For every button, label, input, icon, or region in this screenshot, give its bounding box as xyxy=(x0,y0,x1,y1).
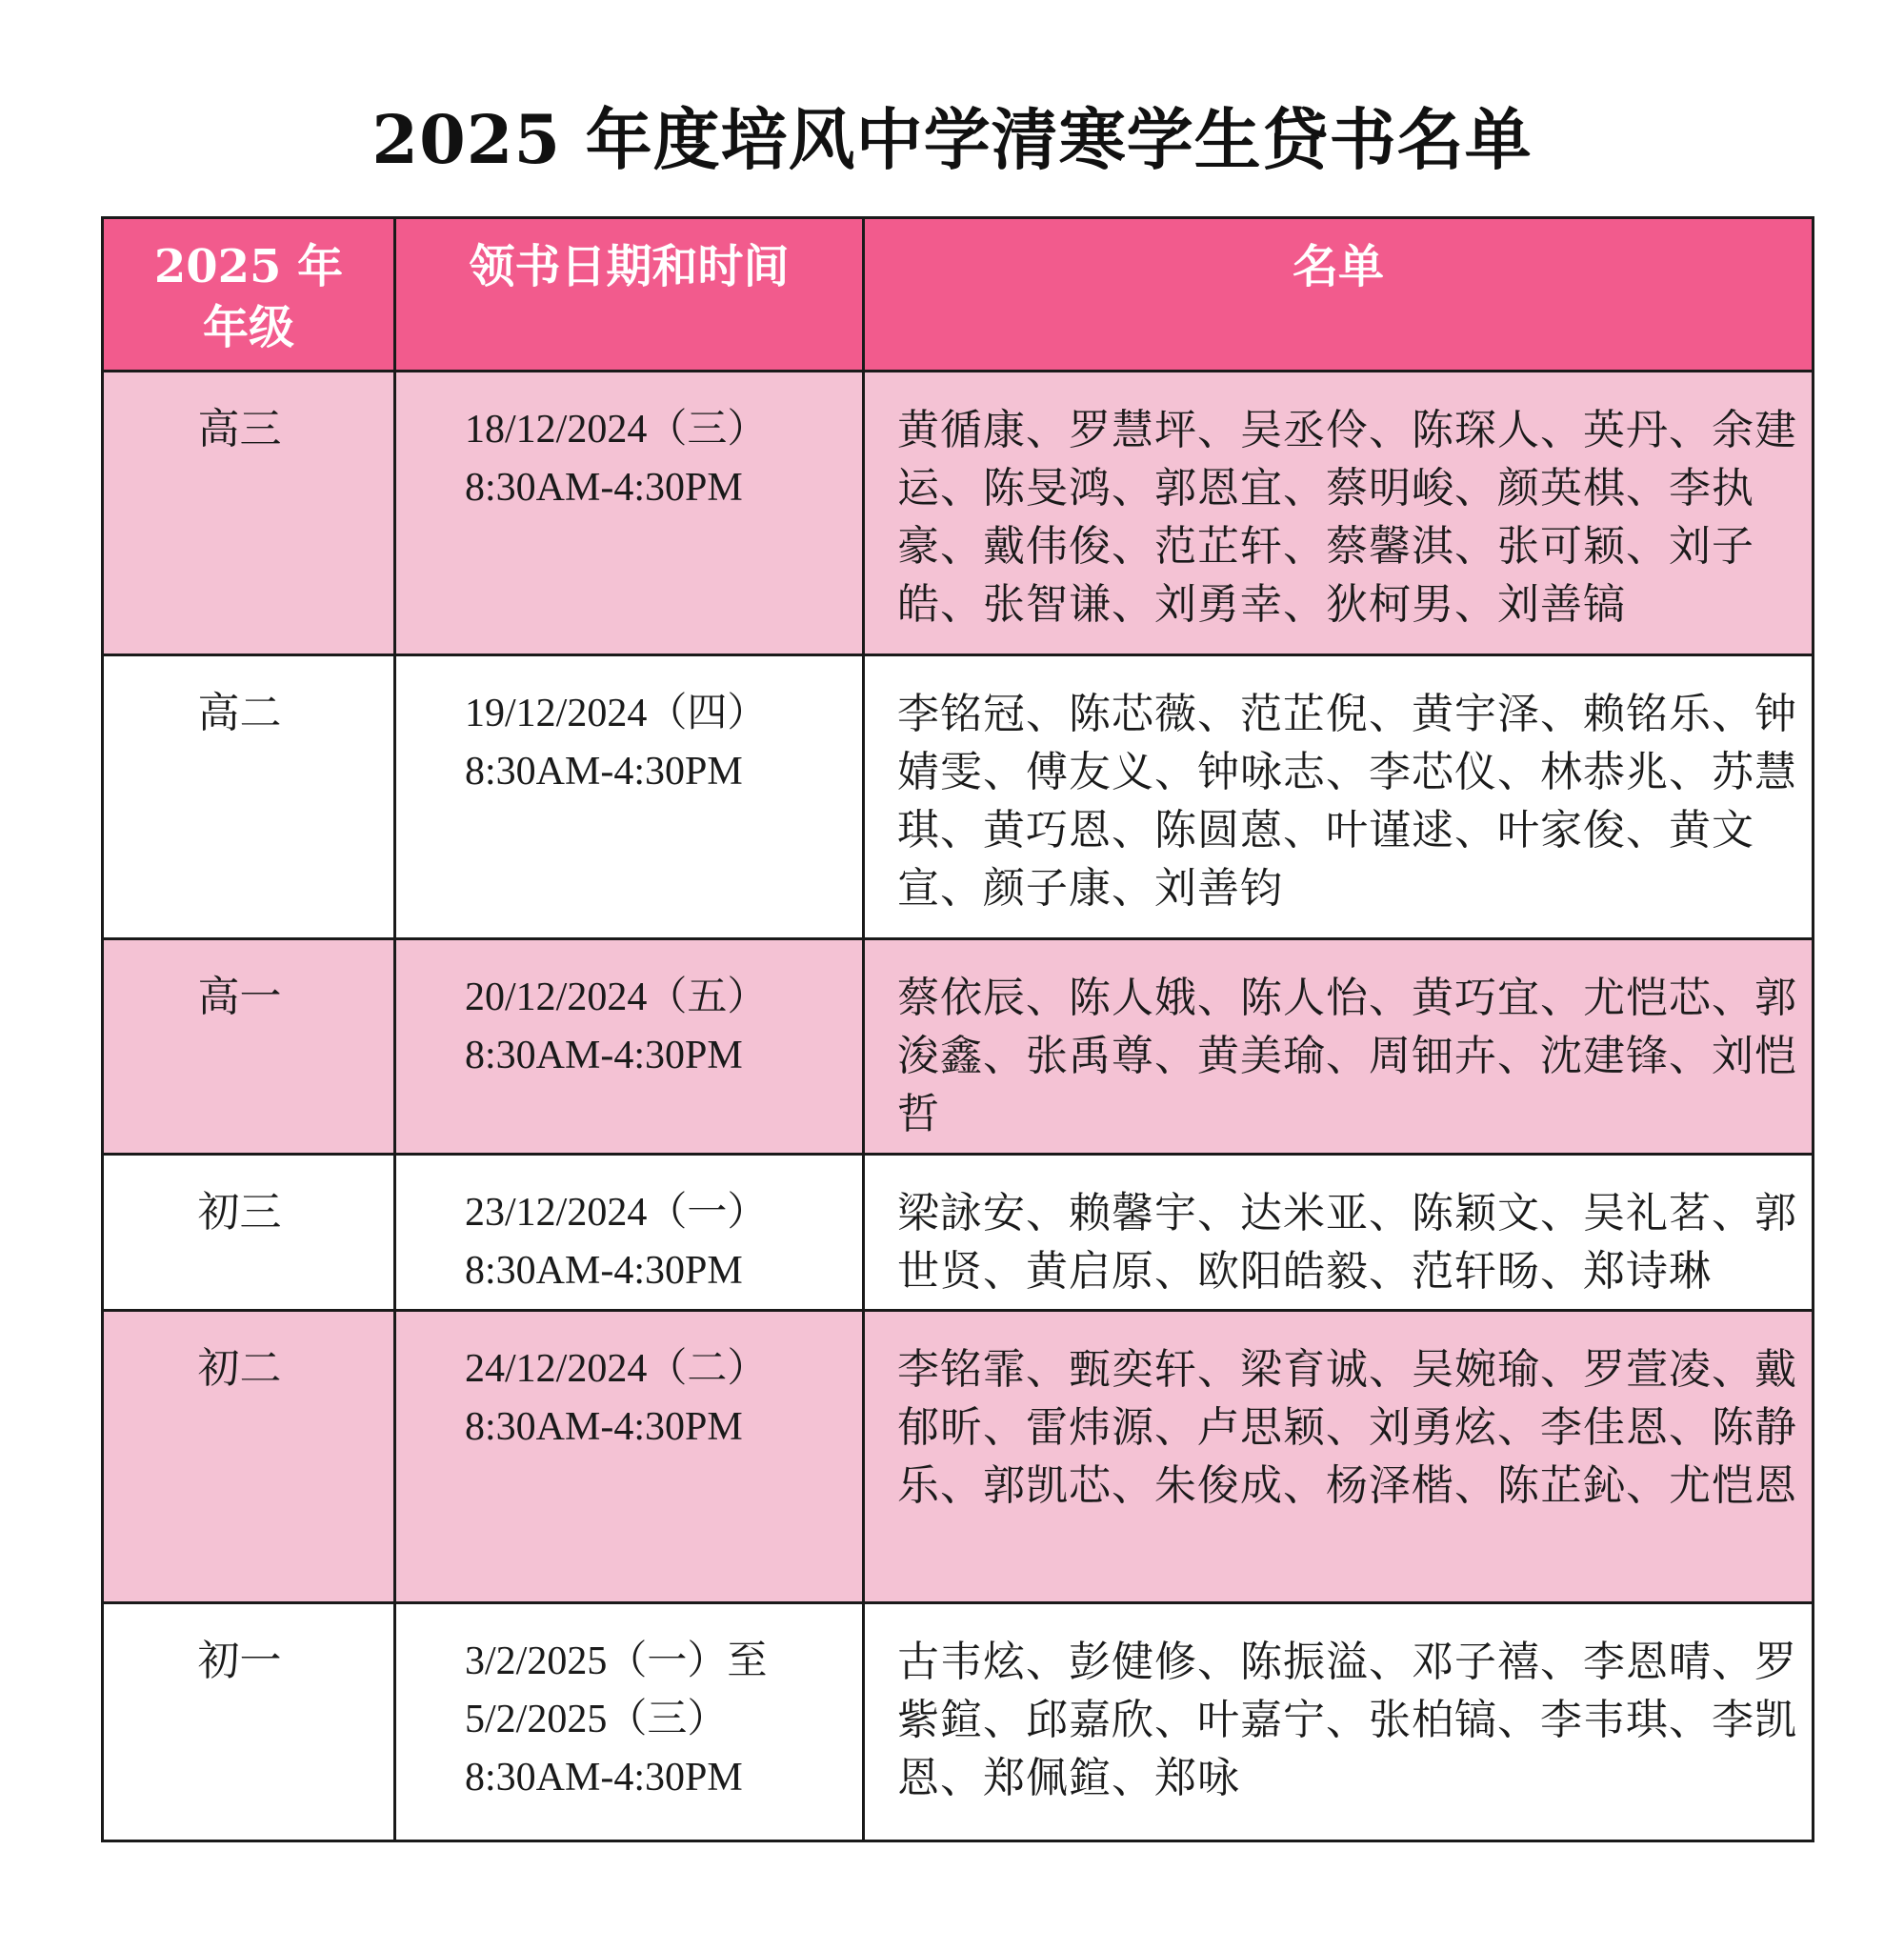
names-list: 黄循康、罗慧坪、吴丞伶、陈琛人、英丹、余建运、陈旻鸿、郭恩宜、蔡明峻、颜英棋、李执豪、戴伟俊、范芷轩、蔡馨淇、张可颖、刘子皓、张智谦、刘勇幸、狄柯男、刘善镐 xyxy=(897,406,1797,629)
header-names: 名单 xyxy=(864,218,1814,372)
time-line: 8:30AM-4:30PM xyxy=(465,1756,743,1800)
table-header-row xyxy=(103,218,1814,372)
grade-cell: 高二 xyxy=(103,655,395,939)
header-date: 领书日期和时间 xyxy=(395,218,864,372)
names-list: 李铭霏、甄奕轩、梁育诚、吴婉瑜、罗萱凌、戴郁昕、雷炜源、卢思颖、刘勇炫、李佳恩、陈静乐、郭凯芯、朱俊成、杨泽楷、陈芷鈊、尤恺恩 xyxy=(897,1345,1797,1510)
grade-cell: 初一 xyxy=(103,1603,395,1841)
date-line: 23/12/2024（一） xyxy=(465,1191,768,1235)
date-cell xyxy=(395,1155,864,1311)
header-grade xyxy=(103,218,395,372)
header-grade-line2: 年级 xyxy=(202,301,294,354)
table-row xyxy=(103,655,1814,939)
grade-cell: 初三 xyxy=(103,1155,395,1311)
table-row xyxy=(103,1311,1814,1603)
names-list: 古韦炫、彭健修、陈振溢、邓子禧、李恩晴、罗紫鍹、邱嘉欣、叶嘉宁、张柏镐、李韦琪、李凯恩、郑佩鍹、郑咏 xyxy=(897,1638,1797,1802)
table-row xyxy=(103,372,1814,655)
date-line: 18/12/2024（三） xyxy=(465,408,768,452)
grade-cell: 高三 xyxy=(103,372,395,655)
time-line: 8:30AM-4:30PM xyxy=(465,466,743,510)
table-row xyxy=(103,1603,1814,1841)
book-lending-table xyxy=(101,216,1814,1842)
date-cell xyxy=(395,1311,864,1603)
table-row xyxy=(103,1155,1814,1311)
names-cell xyxy=(864,939,1814,1155)
time-line: 8:30AM-4:30PM xyxy=(465,1249,743,1293)
date-cell xyxy=(395,1603,864,1841)
names-cell xyxy=(864,372,1814,655)
names-cell xyxy=(864,655,1814,939)
names-list: 蔡依辰、陈人娥、陈人怡、黄巧宜、尤恺芯、郭浚鑫、张禹尊、黄美瑜、周钿卉、沈建锋、刘恺哲 xyxy=(897,974,1797,1138)
grade-cell: 高一 xyxy=(103,939,395,1155)
date-line: 20/12/2024（五） xyxy=(465,976,768,1019)
document-title: 2025 年度培风中学清寒学生贷书名单 xyxy=(371,100,1533,179)
time-line: 8:30AM-4:30PM xyxy=(465,1405,743,1449)
names-cell xyxy=(864,1603,1814,1841)
date-line: 24/12/2024（二） xyxy=(465,1347,768,1391)
time-line: 8:30AM-4:30PM xyxy=(465,1034,743,1077)
names-cell xyxy=(864,1155,1814,1311)
header-grade-line1: 2025 年 xyxy=(153,240,344,293)
date-cell xyxy=(395,372,864,655)
date-cell xyxy=(395,655,864,939)
names-cell xyxy=(864,1311,1814,1603)
date-line: 3/2/2025（一）至 xyxy=(465,1639,768,1683)
date-line: 19/12/2024（四） xyxy=(465,692,768,735)
grade-cell: 初二 xyxy=(103,1311,395,1603)
date-line: 5/2/2025（三） xyxy=(465,1698,728,1741)
names-list: 李铭冠、陈芯薇、范芷倪、黄宇泽、赖铭乐、钟婧雯、傅友义、钟咏志、李芯仪、林恭兆、苏慧琪、黄巧恩、陈圆蒽、叶谨逑、叶家俊、黄文宣、颜子康、刘善钧 xyxy=(897,690,1797,913)
date-cell xyxy=(395,939,864,1155)
table-row xyxy=(103,939,1814,1155)
time-line: 8:30AM-4:30PM xyxy=(465,750,743,794)
names-list: 梁詠安、赖馨宇、达米亚、陈颖文、吴礼茗、郭世贤、黄启原、欧阳皓毅、范轩旸、郑诗琳 xyxy=(897,1189,1797,1296)
